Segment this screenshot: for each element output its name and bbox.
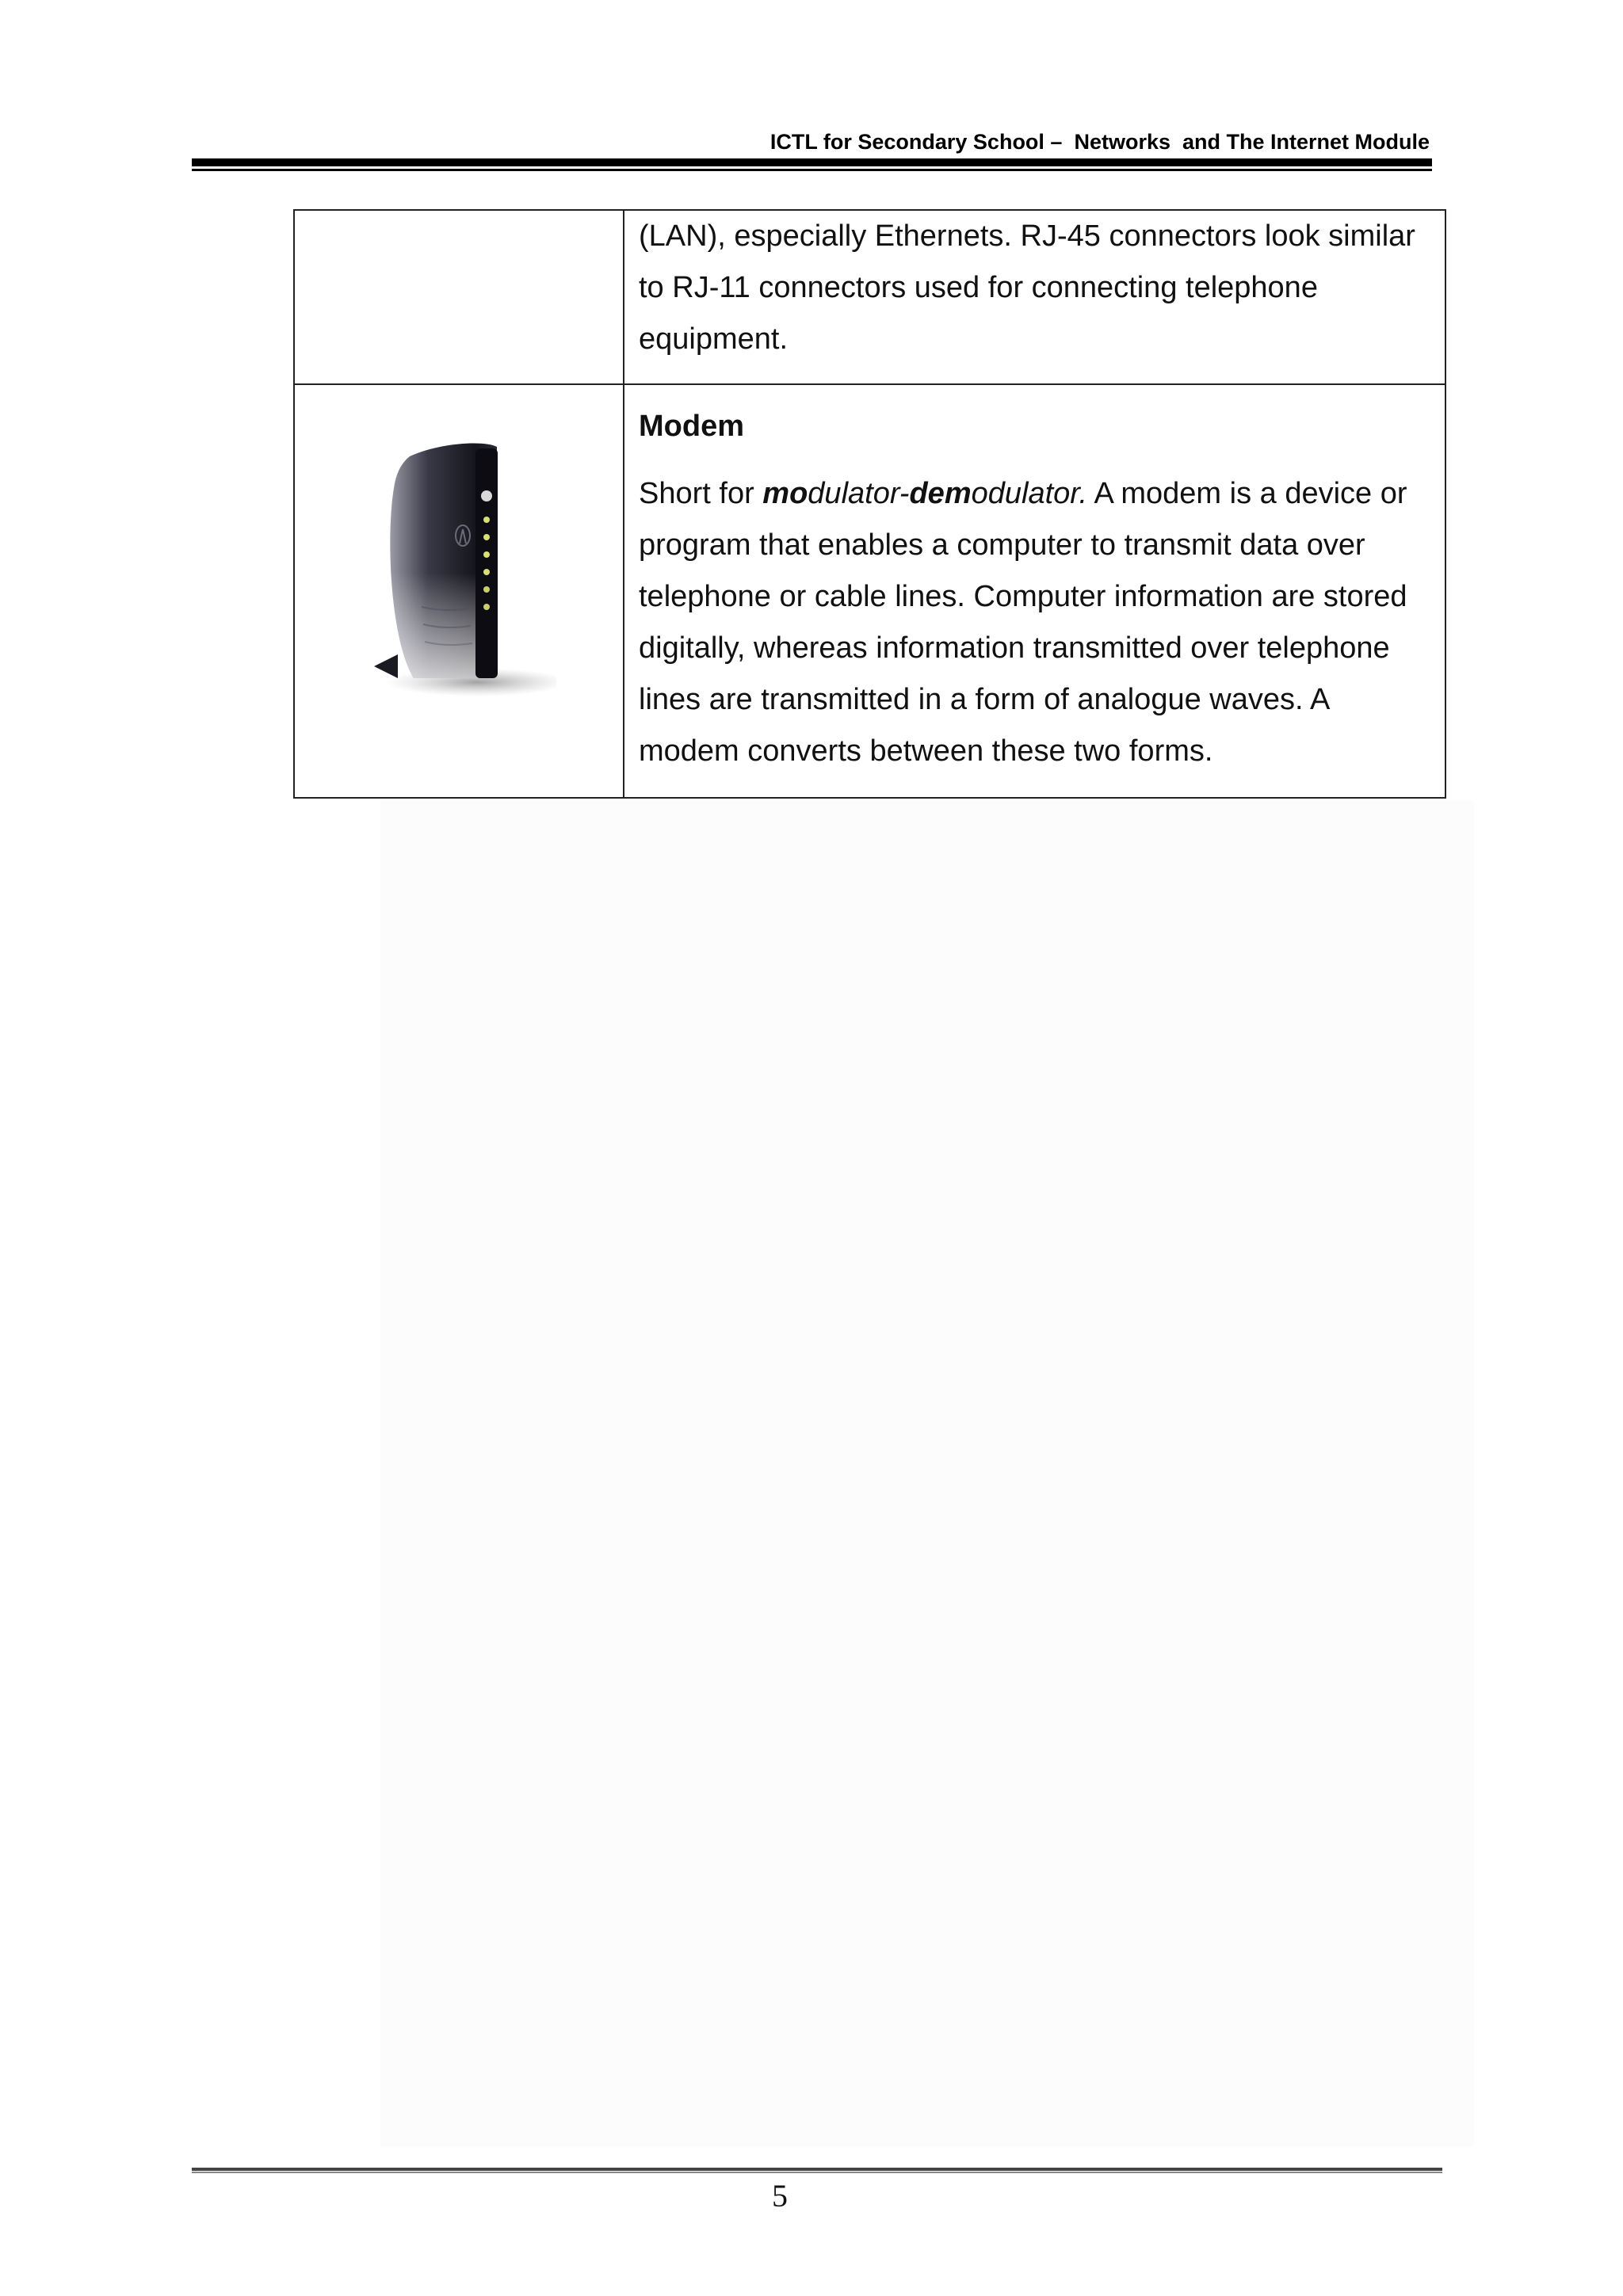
rj45-description xyxy=(624,211,1445,365)
text-line: modem converts between these two forms. xyxy=(639,734,1213,768)
text-line xyxy=(639,468,1430,520)
footer-rule-secondary xyxy=(192,2172,1442,2173)
intro-prefix: Short for xyxy=(639,477,763,510)
page-background-shade xyxy=(380,800,1474,2147)
text-line: digitally, whereas information transmitted over telephone xyxy=(639,631,1390,665)
text-line: (LAN), especially Ethernets. RJ-45 connectors look similar xyxy=(639,219,1415,253)
text-line: program that enables a computer to transmit data over xyxy=(639,528,1365,562)
text-line: to RJ-11 connectors used for connecting telephone xyxy=(639,271,1318,304)
running-header: ICTL for Secondary School – Networks and The Internet Module xyxy=(769,130,1430,154)
modem-description xyxy=(624,385,1445,777)
footer-rule xyxy=(192,2168,1442,2171)
image-cell xyxy=(294,384,624,798)
text-line: lines are transmitted in a form of analogue waves. A xyxy=(639,683,1331,716)
table-row xyxy=(294,384,1445,798)
line1-suffix: A modem is a device or xyxy=(1087,477,1407,510)
image-cell-empty xyxy=(294,210,624,384)
text-line: telephone or cable lines. Computer information are stored xyxy=(639,580,1407,613)
modem-device-photo xyxy=(366,441,556,702)
device-table xyxy=(293,209,1446,799)
description-cell xyxy=(624,384,1445,798)
modem-title: Modem xyxy=(639,410,744,443)
page-number: 5 xyxy=(772,2178,788,2214)
emphasis-dem: dem xyxy=(909,477,972,510)
emphasis-dem-rest: odulator. xyxy=(971,477,1088,510)
header-rule xyxy=(192,158,1432,166)
table-row xyxy=(294,210,1445,384)
emphasis-mo-rest: dulator- xyxy=(808,477,910,510)
header-rule-secondary xyxy=(192,169,1432,171)
emphasis-mo: mo xyxy=(762,477,808,510)
text-line: equipment. xyxy=(639,322,789,356)
description-cell xyxy=(624,210,1445,384)
